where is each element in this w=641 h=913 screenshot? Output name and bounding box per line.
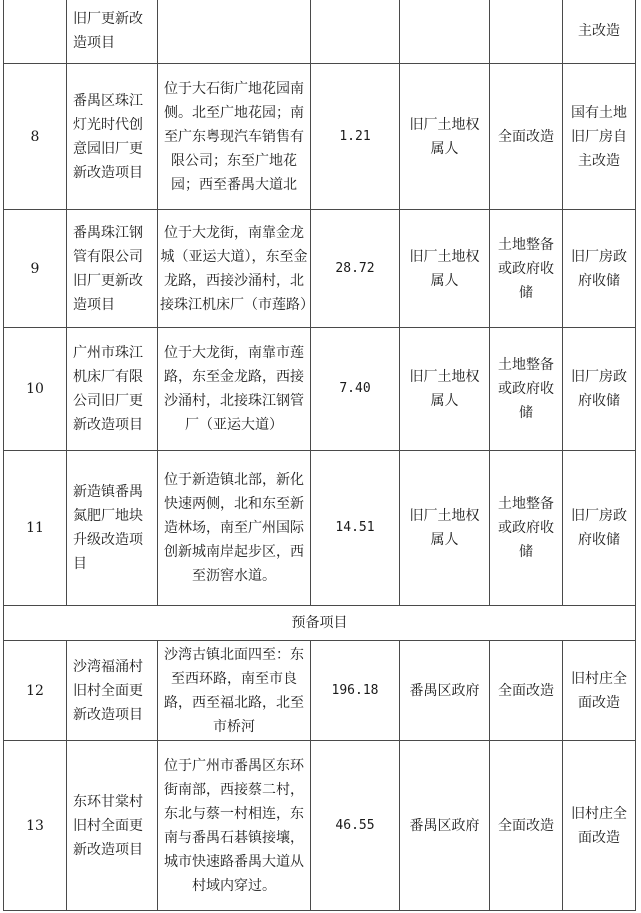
row-number: 12 [4, 641, 67, 741]
project-type: 旧村庄全面改造 [563, 641, 636, 741]
project-location [158, 0, 311, 64]
project-name: 番禺珠江钢管有限公司旧厂更新改造项目 [67, 210, 158, 328]
project-owner: 旧厂土地权属人 [400, 328, 490, 451]
project-mode: 全面改造 [490, 64, 563, 210]
table-row [4, 328, 636, 451]
project-location: 位于广州市番禺区东环街南部，西接蔡二村，东北与蔡一村相连，东南与番禺石碁镇接壤，城市快速路番禺大道从村域内穿过。 [158, 741, 311, 911]
project-table [3, 0, 636, 911]
section-header-row [4, 606, 636, 641]
table-row [4, 210, 636, 328]
project-owner: 番禺区政府 [400, 741, 490, 911]
project-area: 1.21 [311, 64, 400, 210]
row-number: 10 [4, 328, 67, 451]
project-area: 28.72 [311, 210, 400, 328]
project-owner [400, 0, 490, 64]
project-type: 旧厂房政府收储 [563, 328, 636, 451]
project-name: 东环甘棠村旧村全面更新改造项目 [67, 741, 158, 911]
project-mode: 全面改造 [490, 641, 563, 741]
table-row [4, 0, 636, 64]
project-type: 旧厂房政府收储 [563, 210, 636, 328]
project-area: 196.18 [311, 641, 400, 741]
project-area: 14.51 [311, 451, 400, 606]
row-number: 8 [4, 64, 67, 210]
project-mode: 土地整备或政府收储 [490, 210, 563, 328]
row-number [4, 0, 67, 64]
row-number: 9 [4, 210, 67, 328]
table-row [4, 641, 636, 741]
project-name: 沙湾福涌村旧村全面更新改造项目 [67, 641, 158, 741]
project-owner: 旧厂土地权属人 [400, 210, 490, 328]
project-owner: 旧厂土地权属人 [400, 64, 490, 210]
project-location: 位于大龙街，南靠市莲路，东至金龙路，西接沙涌村，北接珠江钢管厂（亚运大道） [158, 328, 311, 451]
project-area: 7.40 [311, 328, 400, 451]
project-type: 主改造 [563, 0, 636, 64]
project-mode: 土地整备或政府收储 [490, 328, 563, 451]
project-area [311, 0, 400, 64]
project-type: 国有土地旧厂房自主改造 [563, 64, 636, 210]
section-title: 预备项目 [4, 606, 636, 641]
project-location: 位于新造镇北部，新化快速两侧，北和东至新造林场，南至广州国际创新城南岸起步区，西至沥窖水道。 [158, 451, 311, 606]
project-mode [490, 0, 563, 64]
row-number: 11 [4, 451, 67, 606]
project-location: 沙湾古镇北面四至：东至西环路，南至市良路，西至福北路，北至市桥河 [158, 641, 311, 741]
table-row [4, 451, 636, 606]
table-row [4, 64, 636, 210]
project-owner: 旧厂土地权属人 [400, 451, 490, 606]
project-mode: 全面改造 [490, 741, 563, 911]
project-type: 旧厂房政府收储 [563, 451, 636, 606]
table-row [4, 741, 636, 911]
row-number: 13 [4, 741, 67, 911]
project-name: 旧厂更新改造项目 [67, 0, 158, 64]
project-location: 位于大龙街，南靠金龙城（亚运大道），东至金龙路，西接沙涌村，北接珠江机床厂（市莲路） [158, 210, 311, 328]
project-type: 旧村庄全面改造 [563, 741, 636, 911]
project-location: 位于大石街广地花园南侧。北至广地花园；南至广东粤现汽车销售有限公司；东至广地花园；西至番禺大道北 [158, 64, 311, 210]
project-area: 46.55 [311, 741, 400, 911]
project-name: 广州市珠江机床厂有限公司旧厂更新改造项目 [67, 328, 158, 451]
project-mode: 土地整备或政府收储 [490, 451, 563, 606]
project-name: 新造镇番禺氮肥厂地块升级改造项目 [67, 451, 158, 606]
project-name: 番禺区珠江灯光时代创意园旧厂更新改造项目 [67, 64, 158, 210]
project-owner: 番禺区政府 [400, 641, 490, 741]
